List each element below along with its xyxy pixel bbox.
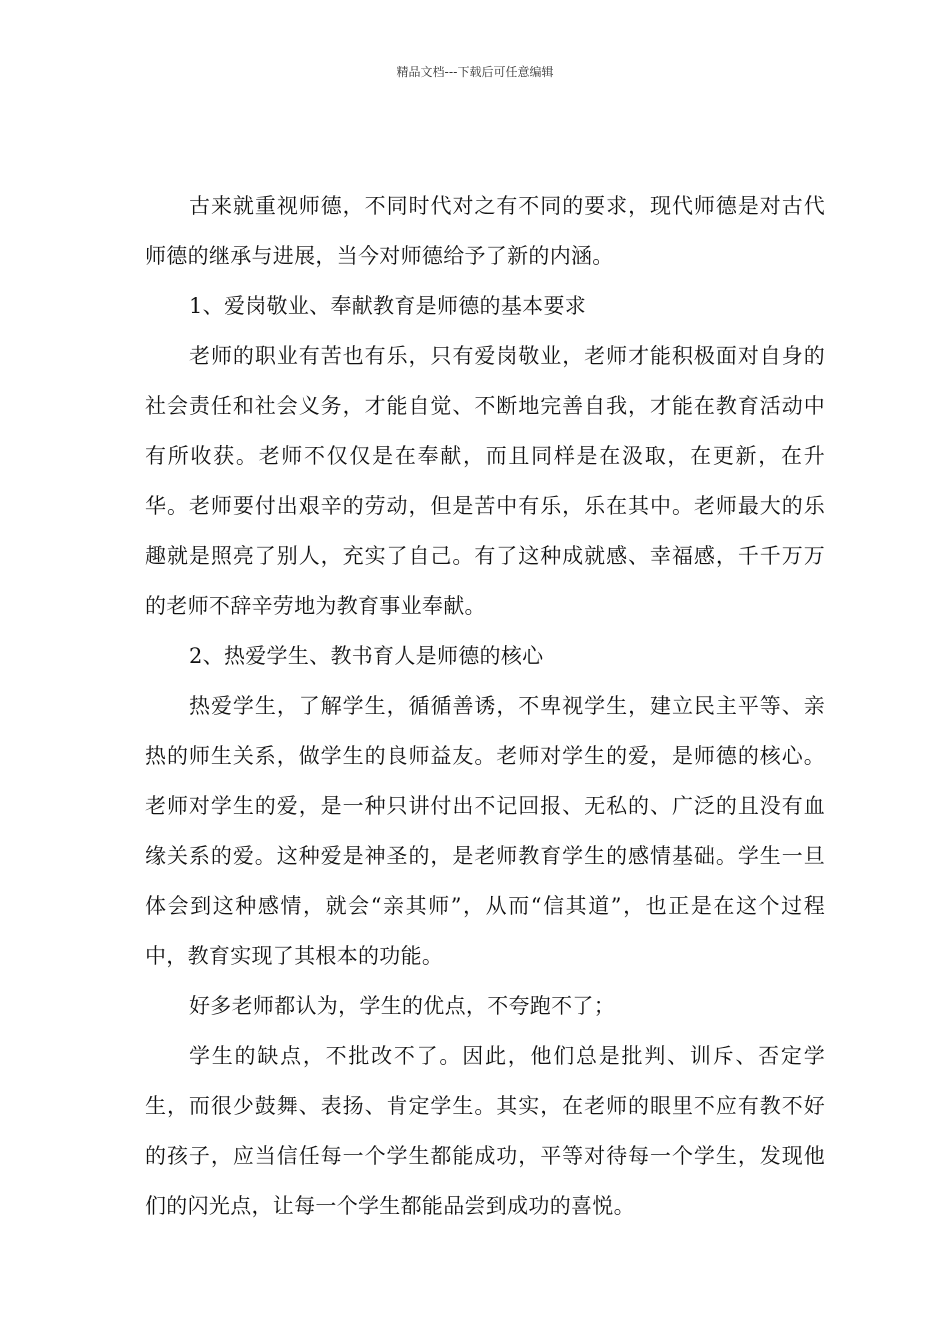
paragraph-strengths: 好多老师都认为，学生的优点，不夸跑不了； <box>189 994 615 1018</box>
page-header: 精品文档---下载后可任意编辑 <box>396 65 554 79</box>
document-body <box>145 181 825 1231</box>
paragraph-intro: 古来就重视师德，不同时代对之有不同的要求，现代师德是对古代师德的继承与进展，当今对师德给予了新的内涵。 <box>145 194 825 268</box>
section-heading-1: 1、爱岗敬业、奉献教育是师德的基本要求 <box>189 294 587 318</box>
paragraph-section-1: 老师的职业有苦也有乐，只有爱岗敬业，老师才能积极面对自身的社会责任和社会义务，才能自觉、不断地完善自我，才能在教育活动中有所收获。老师不仅仅是在奉献，而且同样是在汲取，在更新，在升华。老师要付出艰辛的劳动，但是苦中有乐，乐在其中。老师最大的乐趣就是照亮了别人，充实了自己。有了这种成就感、幸福感，千千万万的老师不辞辛劳地为教育事业奉献。 <box>145 344 825 618</box>
paragraph-weaknesses: 学生的缺点，不批改不了。因此，他们总是批判、训斥、否定学生，而很少鼓舞、表扬、肯定学生。其实，在老师的眼里不应有教不好的孩子，应当信任每一个学生都能成功，平等对待每一个学生，发现他们的闪光点，让每一个学生都能品尝到成功的喜悦。 <box>145 1044 825 1218</box>
section-heading-2: 2、热爱学生、教书育人是师德的核心 <box>189 644 544 668</box>
paragraph-section-2: 热爱学生，了解学生，循循善诱，不卑视学生，建立民主平等、亲热的师生关系，做学生的良师益友。老师对学生的爱，是师德的核心。老师对学生的爱，是一种只讲付出不记回报、无私的、广泛的且没有血缘关系的爱。这种爱是神圣的，是老师教育学生的感情基础。学生一旦体会到这种感情，就会“亲其师”，从而“信其道”，也正是在这个过程中，教育实现了其根本的功能。 <box>145 694 825 968</box>
